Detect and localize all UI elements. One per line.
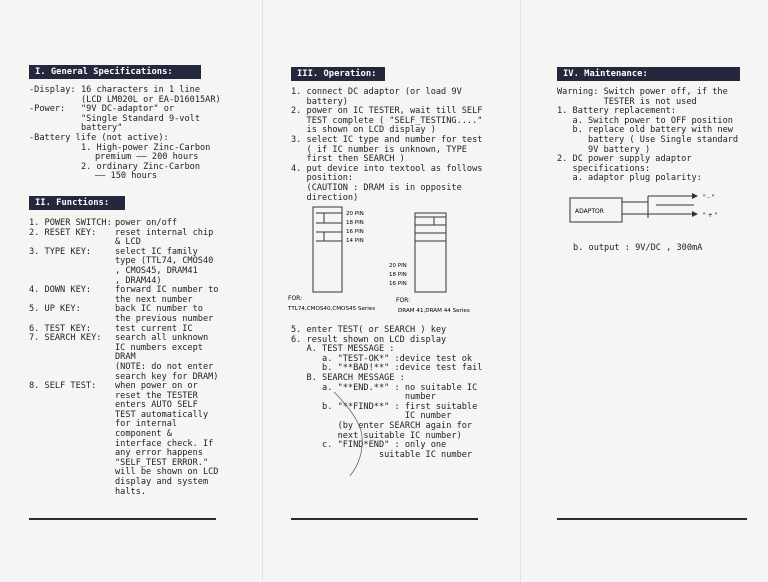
operation-step-line: (CAUTION : DRAM is in opposite bbox=[291, 182, 462, 193]
operation-result-line: 6. result shown on LCD display bbox=[291, 334, 447, 345]
maintenance-lines bbox=[557, 88, 762, 184]
maintenance-line: battery ( Use Single standard bbox=[557, 134, 739, 145]
pin-label: 16 PIN bbox=[346, 229, 364, 235]
power-spec-2: "Single Standard 9-volt bbox=[81, 113, 200, 124]
function-description-line: forward IC number to bbox=[115, 285, 219, 296]
function-key-label: 5. UP KEY: bbox=[29, 304, 81, 315]
operation-step-line: 2. power on IC TESTER, wait till SELF bbox=[291, 106, 483, 117]
operation-result-line: b. "**BAD!**" :device test fail bbox=[291, 363, 483, 374]
battery-option-2-hours: —— 150 hours bbox=[95, 171, 158, 182]
pin-label: 20 PIN bbox=[389, 263, 407, 269]
function-description-line: , CMOS45, DRAM41 bbox=[115, 265, 198, 276]
function-description-line: reset internal chip bbox=[115, 227, 214, 238]
function-key-label: 4. DOWN KEY: bbox=[29, 285, 92, 296]
arrow-minus-icon bbox=[692, 193, 698, 199]
maintenance-line: 1. Battery replacement: bbox=[557, 106, 676, 117]
function-description-line: when power on or bbox=[115, 381, 198, 392]
adaptor-output-spec: b. output : 9V/DC , 300mA bbox=[573, 243, 703, 253]
fold-line-right bbox=[520, 0, 521, 582]
fold-line-left bbox=[262, 0, 263, 582]
function-item bbox=[29, 382, 254, 497]
battery-life-label: -Battery life (not active): bbox=[29, 132, 169, 143]
pen-mark bbox=[320, 388, 380, 483]
operation-steps-1-4 bbox=[291, 88, 511, 203]
operation-step-line: position: bbox=[291, 173, 354, 184]
power-spec: "9V DC-adaptor" or bbox=[81, 104, 175, 115]
function-description bbox=[115, 248, 213, 286]
function-description-line: for internal bbox=[115, 419, 178, 430]
maintenance-line: Warning: Switch power off, if the bbox=[557, 87, 728, 97]
function-key-label: 7. SEARCH KEY: bbox=[29, 333, 102, 344]
panel-maintenance bbox=[557, 67, 762, 184]
function-description-line: will be shown on LCD bbox=[115, 467, 219, 478]
maintenance-line: 2. DC power supply adaptor bbox=[557, 154, 692, 165]
pin-label: 20 PIN bbox=[346, 211, 364, 217]
operation-result-line: b. "**FIND**" : first suitable bbox=[291, 401, 478, 412]
function-description bbox=[115, 382, 218, 497]
section-header-general-specifications: I. General Specifications: bbox=[29, 65, 201, 79]
battery-option-1-hours: premium —— 200 hours bbox=[95, 152, 199, 163]
display-spec: 16 characters in 1 line bbox=[81, 85, 200, 95]
function-item bbox=[29, 286, 254, 305]
operation-result-line: next suitable IC number) bbox=[291, 430, 462, 441]
function-description-line: the next number bbox=[115, 294, 193, 305]
power-spec-3: battery" bbox=[81, 123, 123, 134]
operation-result-line: A. TEST MESSAGE : bbox=[291, 344, 395, 355]
panel-operation bbox=[291, 67, 511, 203]
display-label: -Display: bbox=[29, 85, 76, 95]
adaptor-plug-diagram bbox=[568, 188, 758, 233]
bottom-rule-1 bbox=[29, 518, 216, 520]
socket-outline-left bbox=[313, 207, 342, 292]
polarity-plus-label: " + " bbox=[703, 212, 718, 219]
function-description-line: halts. bbox=[115, 486, 147, 497]
function-description-line: "SELF_TEST ERROR." bbox=[115, 457, 209, 468]
function-description-line: search key for DRAM) bbox=[115, 371, 219, 382]
operation-result-line: suitable IC number bbox=[291, 449, 473, 460]
function-description-line: reset the TESTER bbox=[115, 390, 198, 401]
function-description bbox=[115, 286, 218, 305]
textool-socket-diagram bbox=[288, 205, 498, 325]
function-description-line: enters AUTO SELF bbox=[115, 400, 198, 411]
operation-step-line: first then SEARCH ) bbox=[291, 154, 405, 165]
pin-label: 18 PIN bbox=[346, 220, 364, 226]
maintenance-line: 9V battery ) bbox=[557, 144, 651, 155]
function-key-label: 6. TEST KEY: bbox=[29, 323, 92, 334]
function-description-line: search all unknown bbox=[115, 333, 209, 344]
operation-step-line: 3. select IC type and number for test bbox=[291, 134, 483, 145]
function-description-line: component & bbox=[115, 429, 172, 440]
pen-stroke bbox=[334, 392, 362, 476]
pin-label: 14 PIN bbox=[346, 238, 364, 244]
section-header-operation: III. Operation: bbox=[291, 67, 385, 81]
operation-step-line: ( if IC number is unknown, TYPE bbox=[291, 144, 467, 155]
adaptor-label: ADAPTOR bbox=[575, 208, 604, 215]
function-description-line: interface check. If bbox=[115, 438, 214, 449]
function-item bbox=[29, 305, 254, 324]
function-description-line: IC numbers except bbox=[115, 342, 203, 353]
maintenance-line: TESTER is not used bbox=[557, 96, 697, 107]
section-header-functions: II. Functions: bbox=[29, 196, 125, 210]
operation-step-line: TEST complete ( "SELF_TESTING...." bbox=[291, 115, 483, 126]
operation-result-line: IC number bbox=[291, 411, 452, 422]
function-description bbox=[115, 334, 218, 382]
operation-step-line: is shown on LCD display ) bbox=[291, 125, 436, 136]
function-description-line: test current IC bbox=[115, 323, 193, 334]
function-description-line: & LCD bbox=[115, 237, 141, 248]
pin-label: 18 PIN bbox=[389, 272, 407, 278]
operation-result-line: 5. enter TEST( or SEARCH ) key bbox=[291, 325, 447, 335]
function-description-line: any error happens bbox=[115, 448, 203, 459]
function-description-line: select IC family bbox=[115, 246, 198, 257]
polarity-minus-label: " - " bbox=[703, 194, 715, 201]
function-description bbox=[115, 305, 213, 324]
bottom-rule-2 bbox=[291, 518, 478, 520]
function-description-line: , DRAM44) bbox=[115, 275, 162, 286]
function-key-label: 1. POWER SWITCH: bbox=[29, 218, 112, 228]
function-description-line: display and system bbox=[115, 477, 209, 488]
function-description-line: DRAM bbox=[115, 352, 136, 363]
function-item bbox=[29, 248, 254, 286]
maintenance-line: a. Switch power to OFF position bbox=[557, 115, 733, 126]
function-key-label: 2. RESET KEY: bbox=[29, 227, 97, 238]
power-label: -Power: bbox=[29, 104, 66, 115]
arrow-plus-icon bbox=[692, 211, 698, 217]
panel-general-specifications bbox=[29, 65, 254, 182]
operation-step-line: battery) bbox=[291, 96, 348, 107]
for-label-left: FOR: bbox=[288, 295, 303, 302]
operation-result-line: a. "**END.**" : no suitable IC bbox=[291, 382, 478, 393]
bottom-rule-3 bbox=[557, 518, 747, 520]
function-description-line: back IC number to bbox=[115, 304, 203, 315]
operation-result-line: (by enter SEARCH again for bbox=[291, 420, 473, 431]
battery-option-2: 2. ordinary Zinc-Carbon bbox=[81, 161, 200, 172]
function-description-line: (NOTE: do not enter bbox=[115, 361, 214, 372]
battery-option-1: 1. High-power Zinc-Carbon bbox=[81, 142, 211, 153]
panel-functions bbox=[29, 196, 254, 497]
function-description-line: power on/off bbox=[115, 218, 178, 228]
operation-result-line: a. "TEST-OK*" :device test ok bbox=[291, 353, 473, 364]
operation-step-line: direction) bbox=[291, 192, 359, 203]
function-key-label: 3. TYPE KEY: bbox=[29, 246, 92, 257]
functions-list bbox=[29, 219, 254, 497]
operation-result-line: number bbox=[291, 392, 436, 403]
function-key-label: 8. SELF TEST: bbox=[29, 381, 97, 392]
function-item bbox=[29, 334, 254, 382]
function-item bbox=[29, 229, 254, 248]
maintenance-line: b. replace old battery with new bbox=[557, 125, 733, 136]
display-spec-model: (LCD LM020L or EA-D16015AR) bbox=[81, 94, 221, 105]
operation-result-line: c. "FIND*END" : only one bbox=[291, 440, 447, 451]
for-label-right: FOR: bbox=[396, 297, 411, 304]
maintenance-line: specifications: bbox=[557, 163, 651, 174]
for-series-left: TTL74,CMOS40,CMOS45 Series bbox=[288, 306, 376, 312]
section-header-maintenance: IV. Maintenance: bbox=[557, 67, 740, 81]
function-description bbox=[115, 229, 213, 248]
operation-step-line: 1. connect DC adaptor (or load 9V bbox=[291, 87, 462, 97]
operation-result-line: B. SEARCH MESSAGE : bbox=[291, 372, 405, 383]
maintenance-line: a. adaptor plug polarity: bbox=[557, 173, 702, 184]
function-description-line: type (TTL74, CMOS40 bbox=[115, 256, 214, 267]
function-description-line: TEST automatically bbox=[115, 409, 209, 420]
operation-step-line: 4. put device into textool as follows bbox=[291, 163, 483, 174]
pin-label: 16 PIN bbox=[389, 281, 407, 287]
for-series-right: DRAM 41,DRAM 44 Series bbox=[398, 308, 470, 314]
function-description-line: the previous number bbox=[115, 313, 214, 324]
